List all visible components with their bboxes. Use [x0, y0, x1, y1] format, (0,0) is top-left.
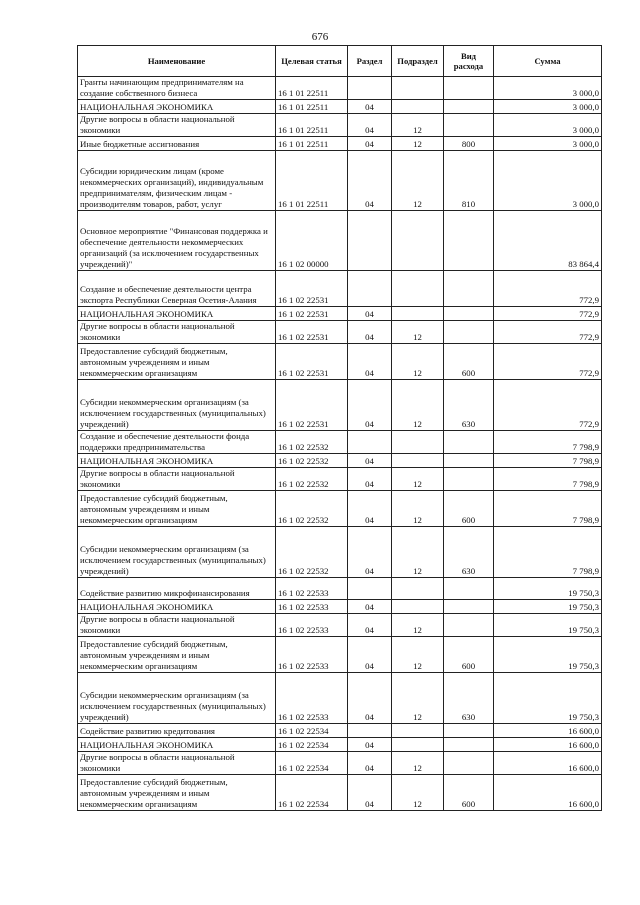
header-name: Наименование: [78, 46, 276, 77]
cell-target: 16 1 02 22533: [276, 637, 348, 673]
cell-amount: 19 750,3: [494, 673, 602, 724]
cell-kind: [444, 454, 494, 468]
cell-section: 04: [348, 114, 392, 137]
cell-section: 04: [348, 100, 392, 114]
cell-subsection: [392, 578, 444, 600]
cell-section: 04: [348, 321, 392, 344]
table-header-row: [78, 46, 602, 77]
cell-subsection: 12: [392, 151, 444, 211]
cell-target: 16 1 02 00000: [276, 211, 348, 271]
cell-section: 04: [348, 637, 392, 673]
table-row: [78, 673, 602, 724]
cell-target: 16 1 02 22533: [276, 600, 348, 614]
table-row: [78, 271, 602, 307]
cell-amount: 772,9: [494, 307, 602, 321]
table-row: [78, 724, 602, 738]
table-row: [78, 151, 602, 211]
cell-subsection: [392, 431, 444, 454]
cell-subsection: 12: [392, 527, 444, 578]
cell-amount: 772,9: [494, 321, 602, 344]
cell-name: НАЦИОНАЛЬНАЯ ЭКОНОМИКА: [78, 454, 276, 468]
cell-amount: 3 000,0: [494, 100, 602, 114]
header-section: Раздел: [348, 46, 392, 77]
cell-target: 16 1 01 22511: [276, 137, 348, 151]
cell-amount: 3 000,0: [494, 151, 602, 211]
table-row: [78, 775, 602, 811]
cell-name: Субсидии некоммерческим организациям (за исключением государственных (муниципальных) учреждений): [78, 527, 276, 578]
cell-kind: 630: [444, 380, 494, 431]
cell-kind: [444, 578, 494, 600]
cell-amount: 16 600,0: [494, 752, 602, 775]
cell-subsection: [392, 724, 444, 738]
header-amount: Сумма: [494, 46, 602, 77]
cell-kind: [444, 738, 494, 752]
cell-kind: [444, 752, 494, 775]
table-row: [78, 468, 602, 491]
cell-kind: [444, 321, 494, 344]
cell-kind: 600: [444, 344, 494, 380]
cell-amount: 7 798,9: [494, 527, 602, 578]
cell-section: 04: [348, 137, 392, 151]
cell-subsection: [392, 600, 444, 614]
cell-section: 04: [348, 344, 392, 380]
cell-kind: [444, 77, 494, 100]
cell-name: Иные бюджетные ассигнования: [78, 137, 276, 151]
cell-kind: 800: [444, 137, 494, 151]
table-row: [78, 307, 602, 321]
cell-kind: 600: [444, 775, 494, 811]
cell-amount: 7 798,9: [494, 454, 602, 468]
cell-section: 04: [348, 491, 392, 527]
table-row: [78, 431, 602, 454]
cell-subsection: [392, 454, 444, 468]
table-row: [78, 380, 602, 431]
cell-section: 04: [348, 527, 392, 578]
cell-name: Другие вопросы в области национальной экономики: [78, 468, 276, 491]
cell-subsection: [392, 100, 444, 114]
cell-subsection: 12: [392, 380, 444, 431]
cell-name: НАЦИОНАЛЬНАЯ ЭКОНОМИКА: [78, 100, 276, 114]
cell-subsection: [392, 738, 444, 752]
cell-subsection: 12: [392, 137, 444, 151]
table-row: [78, 578, 602, 600]
cell-subsection: [392, 77, 444, 100]
cell-section: 04: [348, 307, 392, 321]
cell-section: 04: [348, 752, 392, 775]
cell-section: 04: [348, 151, 392, 211]
cell-subsection: 12: [392, 775, 444, 811]
cell-name: Содействие развитию кредитования: [78, 724, 276, 738]
cell-subsection: 12: [392, 344, 444, 380]
cell-name: НАЦИОНАЛЬНАЯ ЭКОНОМИКА: [78, 738, 276, 752]
table-row: [78, 100, 602, 114]
cell-target: 16 1 01 22511: [276, 151, 348, 211]
cell-section: [348, 271, 392, 307]
cell-target: 16 1 02 22532: [276, 527, 348, 578]
table-row: [78, 321, 602, 344]
header-kind: Вид расхода: [444, 46, 494, 77]
cell-target: 16 1 02 22533: [276, 614, 348, 637]
cell-name: Другие вопросы в области национальной экономики: [78, 752, 276, 775]
cell-subsection: [392, 211, 444, 271]
cell-name: Субсидии некоммерческим организациям (за исключением государственных (муниципальных) учреждений): [78, 673, 276, 724]
table-row: [78, 527, 602, 578]
cell-target: 16 1 02 22531: [276, 344, 348, 380]
header-subsection: Подраздел: [392, 46, 444, 77]
cell-target: 16 1 02 22534: [276, 775, 348, 811]
header-target: Целевая статья: [276, 46, 348, 77]
cell-amount: 772,9: [494, 344, 602, 380]
cell-kind: [444, 114, 494, 137]
cell-section: 04: [348, 775, 392, 811]
cell-target: 16 1 02 22531: [276, 380, 348, 431]
cell-amount: 3 000,0: [494, 114, 602, 137]
cell-subsection: 12: [392, 491, 444, 527]
cell-kind: [444, 468, 494, 491]
cell-amount: 16 600,0: [494, 775, 602, 811]
cell-target: 16 1 02 22532: [276, 468, 348, 491]
cell-kind: [444, 100, 494, 114]
cell-amount: 19 750,3: [494, 637, 602, 673]
cell-subsection: [392, 271, 444, 307]
table-row: [78, 614, 602, 637]
cell-target: 16 1 02 22532: [276, 431, 348, 454]
cell-name: Предоставление субсидий бюджетным, автономным учреждениям и иным некоммерческим организациям: [78, 344, 276, 380]
cell-subsection: 12: [392, 637, 444, 673]
cell-kind: [444, 614, 494, 637]
cell-amount: 772,9: [494, 271, 602, 307]
cell-amount: 3 000,0: [494, 77, 602, 100]
cell-section: [348, 724, 392, 738]
table-row: [78, 637, 602, 673]
cell-name: Другие вопросы в области национальной экономики: [78, 114, 276, 137]
cell-name: Содействие развитию микрофинансирования: [78, 578, 276, 600]
cell-target: 16 1 02 22533: [276, 673, 348, 724]
cell-target: 16 1 02 22533: [276, 578, 348, 600]
cell-subsection: 12: [392, 321, 444, 344]
cell-name: Гранты начинающим предпринимателям на создание собственного бизнеса: [78, 77, 276, 100]
table-row: [78, 752, 602, 775]
table-row: [78, 77, 602, 100]
page-number: 676: [311, 31, 329, 43]
cell-section: [348, 431, 392, 454]
cell-target: 16 1 02 22531: [276, 271, 348, 307]
cell-kind: 600: [444, 637, 494, 673]
cell-kind: [444, 431, 494, 454]
cell-target: 16 1 02 22534: [276, 724, 348, 738]
cell-amount: 7 798,9: [494, 431, 602, 454]
table-row: [78, 738, 602, 752]
cell-name: Субсидии юридическим лицам (кроме некоммерческих организаций), индивидуальным предпринимателям, физическим лицам - производителям товаров, работ, услуг: [78, 151, 276, 211]
cell-amount: 772,9: [494, 380, 602, 431]
cell-section: 04: [348, 380, 392, 431]
cell-name: НАЦИОНАЛЬНАЯ ЭКОНОМИКА: [78, 307, 276, 321]
cell-kind: 630: [444, 527, 494, 578]
cell-kind: 600: [444, 491, 494, 527]
cell-subsection: 12: [392, 673, 444, 724]
cell-name: Предоставление субсидий бюджетным, автономным учреждениям и иным некоммерческим организациям: [78, 491, 276, 527]
cell-name: Другие вопросы в области национальной экономики: [78, 614, 276, 637]
cell-target: 16 1 02 22531: [276, 321, 348, 344]
table-row: [78, 114, 602, 137]
cell-target: 16 1 01 22511: [276, 114, 348, 137]
cell-section: 04: [348, 673, 392, 724]
cell-name: Предоставление субсидий бюджетным, автономным учреждениям и иным некоммерческим организациям: [78, 637, 276, 673]
cell-amount: 19 750,3: [494, 600, 602, 614]
table-row: [78, 491, 602, 527]
table-row: [78, 137, 602, 151]
cell-target: 16 1 02 22532: [276, 454, 348, 468]
cell-kind: [444, 307, 494, 321]
cell-amount: 7 798,9: [494, 468, 602, 491]
cell-name: Другие вопросы в области национальной экономики: [78, 321, 276, 344]
cell-kind: [444, 600, 494, 614]
cell-name: Создание и обеспечение деятельности центра экспорта Республики Северная Осетия-Алания: [78, 271, 276, 307]
cell-kind: 810: [444, 151, 494, 211]
cell-name: Предоставление субсидий бюджетным, автономным учреждениям и иным некоммерческим организациям: [78, 775, 276, 811]
table-row: [78, 600, 602, 614]
cell-kind: 630: [444, 673, 494, 724]
table-row: [78, 454, 602, 468]
cell-amount: 7 798,9: [494, 491, 602, 527]
cell-subsection: 12: [392, 614, 444, 637]
cell-kind: [444, 724, 494, 738]
cell-amount: 16 600,0: [494, 724, 602, 738]
cell-kind: [444, 271, 494, 307]
cell-section: [348, 211, 392, 271]
cell-section: [348, 578, 392, 600]
cell-name: Субсидии некоммерческим организациям (за исключением государственных (муниципальных) учреждений): [78, 380, 276, 431]
table-row: [78, 211, 602, 271]
cell-name: НАЦИОНАЛЬНАЯ ЭКОНОМИКА: [78, 600, 276, 614]
cell-amount: 16 600,0: [494, 738, 602, 752]
cell-target: 16 1 02 22534: [276, 752, 348, 775]
cell-target: 16 1 01 22511: [276, 77, 348, 100]
cell-amount: 3 000,0: [494, 137, 602, 151]
cell-subsection: [392, 307, 444, 321]
cell-section: 04: [348, 614, 392, 637]
cell-subsection: 12: [392, 114, 444, 137]
cell-amount: 19 750,3: [494, 578, 602, 600]
cell-section: 04: [348, 600, 392, 614]
cell-name: Основное мероприятие "Финансовая поддержка и обеспечение деятельности некоммерческих организаций (за исключением государственных учреждений)": [78, 211, 276, 271]
cell-kind: [444, 211, 494, 271]
cell-target: 16 1 01 22511: [276, 100, 348, 114]
cell-section: 04: [348, 738, 392, 752]
cell-subsection: 12: [392, 752, 444, 775]
cell-amount: 19 750,3: [494, 614, 602, 637]
cell-amount: 83 864,4: [494, 211, 602, 271]
cell-target: 16 1 02 22531: [276, 307, 348, 321]
budget-table: [77, 45, 602, 811]
cell-name: Создание и обеспечение деятельности фонда поддержки предпринимательства: [78, 431, 276, 454]
cell-section: 04: [348, 454, 392, 468]
cell-section: 04: [348, 468, 392, 491]
table-row: [78, 344, 602, 380]
cell-subsection: 12: [392, 468, 444, 491]
cell-target: 16 1 02 22534: [276, 738, 348, 752]
cell-section: [348, 77, 392, 100]
cell-target: 16 1 02 22532: [276, 491, 348, 527]
